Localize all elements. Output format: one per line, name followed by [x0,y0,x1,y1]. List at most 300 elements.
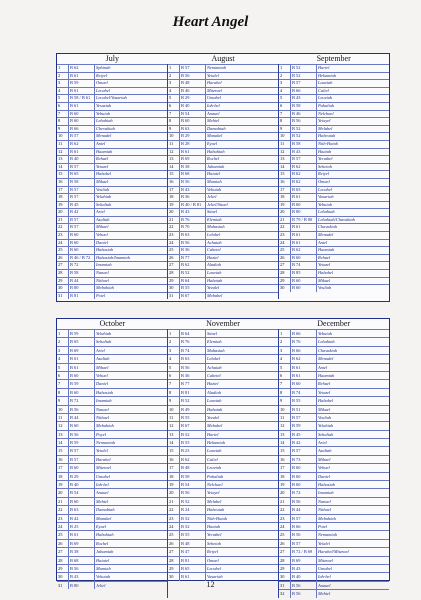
angel-name-cell: Yelahiah [94,330,167,337]
table-row [57,497,167,505]
letter-code-cell: B 64 [179,278,205,285]
day-cell: 22 [280,224,285,230]
table-row [57,140,167,148]
month-column [167,329,278,598]
angel-name-cell: Nemamiah [316,531,389,538]
day-cell: 25 [169,532,174,538]
day-cell: 7 [280,381,283,387]
angel-name-cell: Nemamiah [94,439,167,446]
letter-code-cell: B 66 [290,523,316,530]
table-row [168,117,278,125]
day-cell: 20 [169,490,174,496]
letter-code-cell: B 52 [290,73,316,80]
calendar-block-jul-sep [56,53,390,302]
letter-code-cell: B 38 [179,164,205,171]
month-column [278,329,389,598]
table-row [57,379,167,387]
day-cell: 16 [169,178,174,184]
letter-code-cell: B 66 [290,347,316,354]
angel-name-cell: Hariel [316,65,389,72]
letter-code-cell: B 52 [179,515,205,522]
angel-name-cell: Mebahiah [316,515,389,522]
day-cell: 27 [280,549,285,555]
letter-code-cell: B 60 [68,232,94,239]
day-cell: 29 [58,277,63,283]
angel-name-cell: Leuviah [205,464,278,471]
table-row [279,231,389,239]
angel-name-cell: Rochel [94,540,167,547]
letter-code-cell: B 55 [179,414,205,421]
table-row [168,292,278,300]
letter-code-cell: B 52 [179,270,205,277]
angel-name-cell: Haaiah [205,523,278,530]
day-cell: 6 [169,372,172,378]
day-cell: 25 [280,532,285,538]
letter-code-cell: B 40 [290,573,316,580]
day-cell: 10 [169,406,174,412]
letter-code-cell: B 60 [68,389,94,396]
angel-name-cell: Yeiayel [316,118,389,125]
letter-code-cell: B 52 [179,498,205,505]
table-row [279,163,389,171]
angel-name-cell: Aniel [316,240,389,247]
letter-code-cell: B 58 [68,270,94,277]
day-cell: 28 [58,557,63,563]
month-column [167,64,278,299]
letter-code-cell: B 60 [68,422,94,429]
letter-code-cell: B 60 [290,473,316,480]
day-cell: 24 [58,239,63,245]
day-cell: 2 [280,72,283,78]
table-row [168,208,278,216]
table-row [168,539,278,547]
letter-code-cell: B 44 [68,414,94,421]
angel-name-cell: Yeialel [94,447,167,454]
angel-name-cell: Harahel [94,456,167,463]
letter-code-cell: B 81 [179,389,205,396]
day-cell: 5 [280,95,283,101]
day-cell: 16 [280,178,285,184]
table-row [168,556,278,564]
angel-name-cell: Lauviah [205,447,278,454]
day-cell: 15 [280,448,285,454]
angel-name-cell: Umabel [205,95,278,102]
table-row [279,505,389,513]
day-cell: 7 [169,110,172,116]
table-row [168,193,278,201]
letter-code-cell: B 63 [179,355,205,362]
table-row [279,354,389,362]
angel-name-cell: Imamiah [316,489,389,496]
table-row [168,140,278,148]
day-cell: 26 [58,540,63,546]
day-cell: 6 [169,102,172,108]
day-cell: 31 [58,292,63,298]
letter-code-cell: B 59 [290,422,316,429]
letter-code-cell: B 43 [68,573,94,580]
letter-code-cell: B 61 [68,73,94,80]
angel-name-cell: Rehael [316,380,389,387]
table-row [168,277,278,285]
day-cell: 29 [58,565,63,571]
letter-code-cell: B 29 [179,133,205,140]
table-row [57,480,167,488]
letter-code-cell: B 72 [68,262,94,269]
angel-name-cell: Haheuiah [316,133,389,140]
table-row [168,363,278,371]
table-row [168,354,278,362]
angel-name-cell: Yeiazel [94,164,167,171]
table-row [57,446,167,454]
angel-name-cell: Mebahel [205,293,278,300]
angel-name-cell: Vehuiah [205,187,278,194]
table-row [279,556,389,564]
angel-name-cell: Manakel [94,515,167,522]
letter-code-cell: B 62 [290,171,316,178]
letter-code-cell: B 48 [179,464,205,471]
angel-name-cell: Daniel [94,240,167,247]
angel-name-cell: Daniel [316,473,389,480]
letter-code-cell: B 56 [179,364,205,371]
letter-code-cell: B 62 [290,164,316,171]
table-row [57,239,167,247]
angel-name-cell: Jeliel [205,194,278,201]
table-row [279,396,389,404]
letter-code-cell: B 46 [179,88,205,95]
day-cell: 24 [169,239,174,245]
table-row [57,396,167,404]
angel-name-cell: Nithael [316,506,389,513]
angel-name-cell: Pahaliah [205,473,278,480]
angel-name-cell: Elemiah [205,217,278,224]
table-row [168,186,278,194]
table-row [168,132,278,140]
angel-name-cell: Nanael [94,406,167,413]
table-row [279,170,389,178]
letter-code-cell: B 74 [290,389,316,396]
letter-code-cell: B 74 [290,262,316,269]
table-row [279,201,389,209]
angel-name-cell: Yelahiah [316,422,389,429]
day-cell: 22 [58,507,63,513]
letter-code-cell: B 57 [290,447,316,454]
letter-code-cell: B 57 [68,187,94,194]
table-row [57,94,167,102]
angel-name-cell: Rochel [205,156,278,163]
letter-code-cell: B 70 [179,224,205,231]
letter-code-cell: B 29 [68,473,94,480]
table-row [279,261,389,269]
letter-code-cell: B 57 [290,156,316,163]
table-row [279,110,389,118]
day-cell: 31 [280,582,285,588]
table-row [279,455,389,463]
angel-name-cell: Lauviah [205,270,278,277]
letter-code-cell: B 61 [68,531,94,538]
table-row [279,371,389,379]
letter-code-cell: B 52 [179,431,205,438]
letter-code-cell: B 60 [68,498,94,505]
angel-name-cell: Reiyel [94,73,167,80]
table-row [168,488,278,496]
table-row [168,438,278,446]
table-row [279,497,389,505]
table-row [57,438,167,446]
day-cell: 25 [169,247,174,253]
angel-name-cell: Haiaiel [205,171,278,178]
day-cell: 18 [280,473,285,479]
table-row [279,246,389,254]
table-row [279,480,389,488]
day-cell: 29 [169,277,174,283]
letter-code-cell: B 69 [68,347,94,354]
day-cell: 28 [280,270,285,276]
day-cell: 3 [58,347,61,353]
table-row [57,201,167,209]
day-cell: 13 [58,431,63,437]
letter-code-cell: B 72 [68,397,94,404]
table-row [168,269,278,277]
letter-code-cell: B 56 [290,531,316,538]
letter-code-cell: B 61 [290,232,316,239]
table-row [57,277,167,285]
day-cell: 8 [169,118,172,124]
letter-code-cell: B 56 [290,582,316,589]
angel-name-cell: Sitael [205,209,278,216]
table-row [279,488,389,496]
letter-code-cell: B 62 [68,141,94,148]
table-row [279,514,389,522]
table-row [279,564,389,572]
day-cell: 2 [280,339,283,345]
angel-name-cell: Sehaliah [94,202,167,209]
angel-name-cell: Ariel [94,347,167,354]
letter-code-cell: B 45 [68,202,94,209]
angel-name-cell: Umabel [94,473,167,480]
letter-code-cell: B 58 [290,103,316,110]
angel-name-cell: Imamiah [94,397,167,404]
table-row [57,216,167,224]
table-row [168,530,278,538]
letter-code-cell: B 81 [179,557,205,564]
letter-code-cell: B 58 [290,141,316,148]
table-row [57,292,167,300]
letter-code-cell: B 57 [68,217,94,224]
letter-code-cell: B 52 [179,397,205,404]
day-cell: 14 [58,163,63,169]
angel-name-cell: Mebahiah [94,422,167,429]
angel-name-cell: Lecabel [205,565,278,572]
angel-name-cell: Habuhiah [205,149,278,156]
angel-name-cell: Harahel/Mitzrael [316,548,389,555]
angel-name-cell: Jabamiah [205,164,278,171]
day-cell: 12 [169,423,174,429]
angel-name-cell: Haziel [205,255,278,262]
day-cell: 7 [169,381,172,387]
day-cell: 21 [169,216,174,222]
letter-code-cell: B 61 [179,573,205,580]
table-row [279,94,389,102]
table-row [57,556,167,564]
letter-code-cell: B 60 [290,278,316,285]
letter-code-cell: B 60 [68,240,94,247]
day-cell: 14 [280,440,285,446]
day-cell: 21 [280,498,285,504]
day-cell: 19 [169,201,174,207]
day-cell: 11 [58,140,63,146]
table-row [57,148,167,156]
letter-code-cell: B 55 [179,531,205,538]
letter-code-cell: B 57 [68,133,94,140]
day-cell: 19 [169,482,174,488]
angel-name-cell: Lehahiah [94,118,167,125]
day-cell: 13 [280,431,285,437]
day-cell: 19 [58,201,63,207]
table-row [168,261,278,269]
table-row [57,421,167,429]
table-row [168,64,278,72]
angel-name-cell: Menadel [94,133,167,140]
day-cell: 4 [280,87,283,93]
table-row [57,79,167,87]
letter-code-cell: B 62 [290,247,316,254]
angel-name-cell: Caliel [316,88,389,95]
table-row [57,254,167,262]
day-cell: 24 [169,523,174,529]
letter-code-cell: B 60 [68,372,94,379]
angel-name-cell: Omael [205,557,278,564]
table-row [168,87,278,95]
table-row [168,379,278,387]
table-row [279,363,389,371]
day-cell: 1 [169,331,172,336]
month-name: September [316,54,351,63]
letter-code-cell: B 60 [68,118,94,125]
table-row [168,254,278,262]
day-cell: 6 [58,372,61,378]
day-cell: 30 [280,285,285,291]
day-cell: 3 [280,347,283,353]
angel-name-cell: Yerathel [316,156,389,163]
table-row [57,463,167,471]
day-cell: 29 [280,565,285,571]
page-number: 12 [206,580,215,589]
angel-name-cell: Asaliah [94,217,167,224]
day-cell: 20 [58,209,63,215]
day-cell: 20 [58,490,63,496]
table-row [279,277,389,285]
table-row [168,284,278,292]
angel-name-cell: Veuliah [316,414,389,421]
angel-name-cell: Haamiah [94,149,167,156]
table-row [168,94,278,102]
letter-code-cell: B 38 [68,548,94,555]
letter-code-cell: B 46 [290,111,316,118]
table-row [279,421,389,429]
angel-name-cell: Yeialel [316,540,389,547]
angel-name-cell: Anauel [205,111,278,118]
letter-code-cell: B 54 [179,481,205,488]
month-name: November [206,319,240,328]
letter-code-cell: B 61 [68,355,94,362]
angel-name-cell: Seheiah [316,164,389,171]
letter-code-cell: B 58 / B 61 [68,95,94,102]
day-cell: 2 [169,72,172,78]
angel-name-cell: Lelahel [205,232,278,239]
letter-code-cell: B 58 [179,473,205,480]
angel-name-cell: Lecabel [94,88,167,95]
angel-name-cell: Lauviah [316,80,389,87]
angel-name-cell: Veuliah [94,187,167,194]
table-row [57,178,167,186]
table-row [168,110,278,118]
angel-name-cell: Achaiah [205,240,278,247]
table-row [57,371,167,379]
letter-code-cell: B 56 [68,431,94,438]
table-row [279,269,389,277]
day-cell: 16 [58,456,63,462]
day-cell: 8 [280,389,283,395]
angel-name-cell: Yesaziah [94,103,167,110]
letter-code-cell: B 60 [68,247,94,254]
day-cell: 12 [280,423,285,429]
table-row [279,379,389,387]
day-cell: 27 [58,262,63,268]
table-row [279,388,389,396]
letter-code-cell: B 59 [68,80,94,87]
letter-code-cell: B 62 [179,262,205,269]
angel-name-cell: Habuhiah [94,531,167,538]
table-row [168,231,278,239]
angel-name-cell: Poiel [316,523,389,530]
angel-name-cell: Hahahel [316,397,389,404]
day-cell: 3 [58,80,61,86]
angel-name-cell: Eyael [94,523,167,530]
table-row [168,463,278,471]
table-row [57,405,167,413]
month-name: October [99,319,126,328]
day-cell: 12 [58,148,63,154]
day-cell: 9 [58,398,61,404]
table-row [168,446,278,454]
angel-name-cell: Poiel [94,293,167,300]
letter-code-cell: B 47 [179,548,205,555]
table-row [57,430,167,438]
angel-name-cell: Mebahel [205,422,278,429]
table-row [168,125,278,133]
table-row [279,87,389,95]
day-cell: 16 [280,456,285,462]
day-cell: 20 [280,490,285,496]
day-cell: 27 [169,262,174,268]
table-row [168,337,278,345]
day-cell: 10 [280,133,285,139]
angel-name-cell: Menadel [316,355,389,362]
table-row [57,269,167,277]
day-cell: 4 [280,356,283,362]
letter-code-cell: B 56 [179,73,205,80]
month-name: July [105,54,119,63]
letter-code-cell: B 65 [68,338,94,345]
table-row [57,564,167,572]
angel-name-cell: Lehahiah/Chavakiah [316,217,389,224]
letter-code-cell: B 57 [68,194,94,201]
angel-name-cell: Mitzrael [316,557,389,564]
angel-name-cell: Nelchael [205,481,278,488]
letter-code-cell: B 43 [179,187,205,194]
angel-name-cell: Haiaiel [94,557,167,564]
letter-code-cell: B 55 [179,439,205,446]
